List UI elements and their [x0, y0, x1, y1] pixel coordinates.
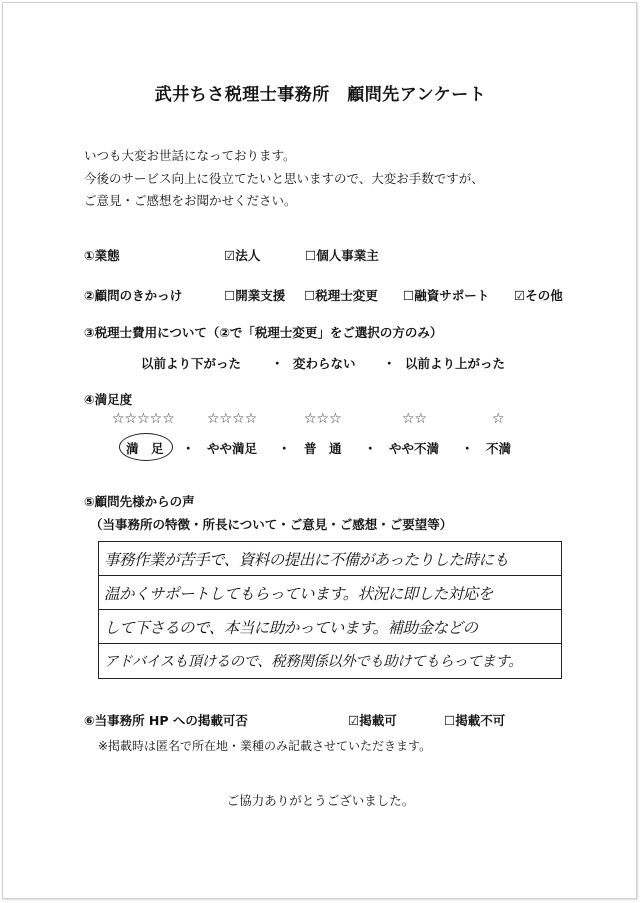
star-rating-1: ☆ — [492, 411, 505, 427]
comment-line-2: 温かくサポートしてもらっています。状況に即した対応を — [104, 585, 493, 603]
separator-dot: ・ — [461, 441, 474, 456]
intro-line-3: ご意見・ご感想をお聞かせください。 — [84, 193, 297, 208]
comment-line-1: 事務作業が苦手で、資料の提出に不備があったりした時にも — [104, 551, 509, 569]
q4-option-neutral[interactable]: 普 通 — [304, 441, 342, 456]
separator-dot: ・ — [271, 356, 284, 371]
star-rating-2: ☆☆ — [402, 411, 428, 427]
intro-line-1: いつも大変お世話になっております。 — [84, 148, 296, 163]
separator-dot: ・ — [364, 441, 377, 456]
checkbox-icon[interactable]: ☐ — [403, 288, 415, 303]
checkbox-icon[interactable]: ☐ — [304, 288, 316, 303]
checked-box-icon[interactable]: ☑ — [514, 288, 526, 303]
comment-line-3: して下さるので、本当に助かっています。補助金などの — [104, 619, 478, 637]
q4-option-satisfied[interactable]: 満 足 — [126, 441, 164, 456]
q1-option-corporation[interactable]: ☑法人 — [224, 248, 261, 263]
thanks-message: ご協力ありがとうございました。 — [226, 793, 415, 808]
q6-option-allowed[interactable]: ☑掲載可 — [348, 713, 397, 728]
q3-option-same[interactable]: 変わらない — [293, 356, 356, 371]
separator-dot: ・ — [278, 441, 291, 456]
star-rating-3: ☆☆☆ — [304, 411, 342, 427]
q4-option-somewhat-dissatisfied[interactable]: やや不満 — [389, 441, 440, 456]
q2-option-financing[interactable]: ☐融資サポート — [403, 288, 490, 303]
ruled-line — [99, 609, 561, 610]
survey-title: 武井ちさ税理士事務所 顧問先アンケート — [154, 85, 487, 105]
q4-option-dissatisfied[interactable]: 不満 — [486, 441, 512, 456]
q2-option-other[interactable]: ☑その他 — [514, 288, 563, 303]
checked-box-icon[interactable]: ☑ — [348, 713, 360, 728]
checkbox-icon[interactable]: ☐ — [224, 288, 236, 303]
checkbox-icon[interactable]: ☐ — [444, 713, 456, 728]
q4-label: ④満足度 — [84, 392, 133, 407]
separator-dot: ・ — [383, 356, 396, 371]
q4-option-somewhat-satisfied[interactable]: やや満足 — [207, 441, 258, 456]
q6-label: ⑥当事務所 HP への掲載可否 — [84, 713, 248, 728]
star-rating-5: ☆☆☆☆☆ — [112, 411, 175, 427]
star-rating-4: ☆☆☆☆ — [207, 411, 258, 427]
q5-label: ⑤顧問先様からの声 — [84, 494, 195, 509]
ruled-line — [99, 643, 561, 644]
comment-line-4: アドバイスも頂けるので、税務関係以外でも助けてもらってます。 — [104, 654, 523, 670]
checked-box-icon[interactable]: ☑ — [224, 248, 236, 263]
q1-option-sole-proprietor[interactable]: ☐個人事業主 — [305, 248, 379, 263]
q2-option-startup[interactable]: ☐開業支援 — [224, 288, 286, 303]
q6-note: ※掲載時は匿名で所在地・業種のみ記載させていただきます。 — [98, 739, 432, 753]
q2-label: ②顧問のきかっけ — [84, 288, 183, 303]
ruled-line — [99, 575, 561, 576]
q3-label: ③税理士費用について（②で「税理士変更」をご選択の方のみ） — [84, 325, 443, 340]
intro-line-2: 今後のサービス向上に役立てたいと思いますので、大変お手数ですが、 — [84, 171, 484, 186]
q3-option-lower[interactable]: 以前より下がった — [141, 356, 242, 371]
q1-label: ①業態 — [84, 248, 120, 263]
q3-option-higher[interactable]: 以前より上がった — [405, 356, 506, 371]
separator-dot: ・ — [182, 441, 195, 456]
q2-option-tax-accountant-change[interactable]: ☐税理士変更 — [304, 288, 378, 303]
q5-sublabel: （当事務所の特徴・所長について・ご意見・ご感想・ご要望等） — [90, 517, 453, 532]
q6-option-not-allowed[interactable]: ☐掲載不可 — [444, 713, 506, 728]
checkbox-icon[interactable]: ☐ — [305, 248, 317, 263]
